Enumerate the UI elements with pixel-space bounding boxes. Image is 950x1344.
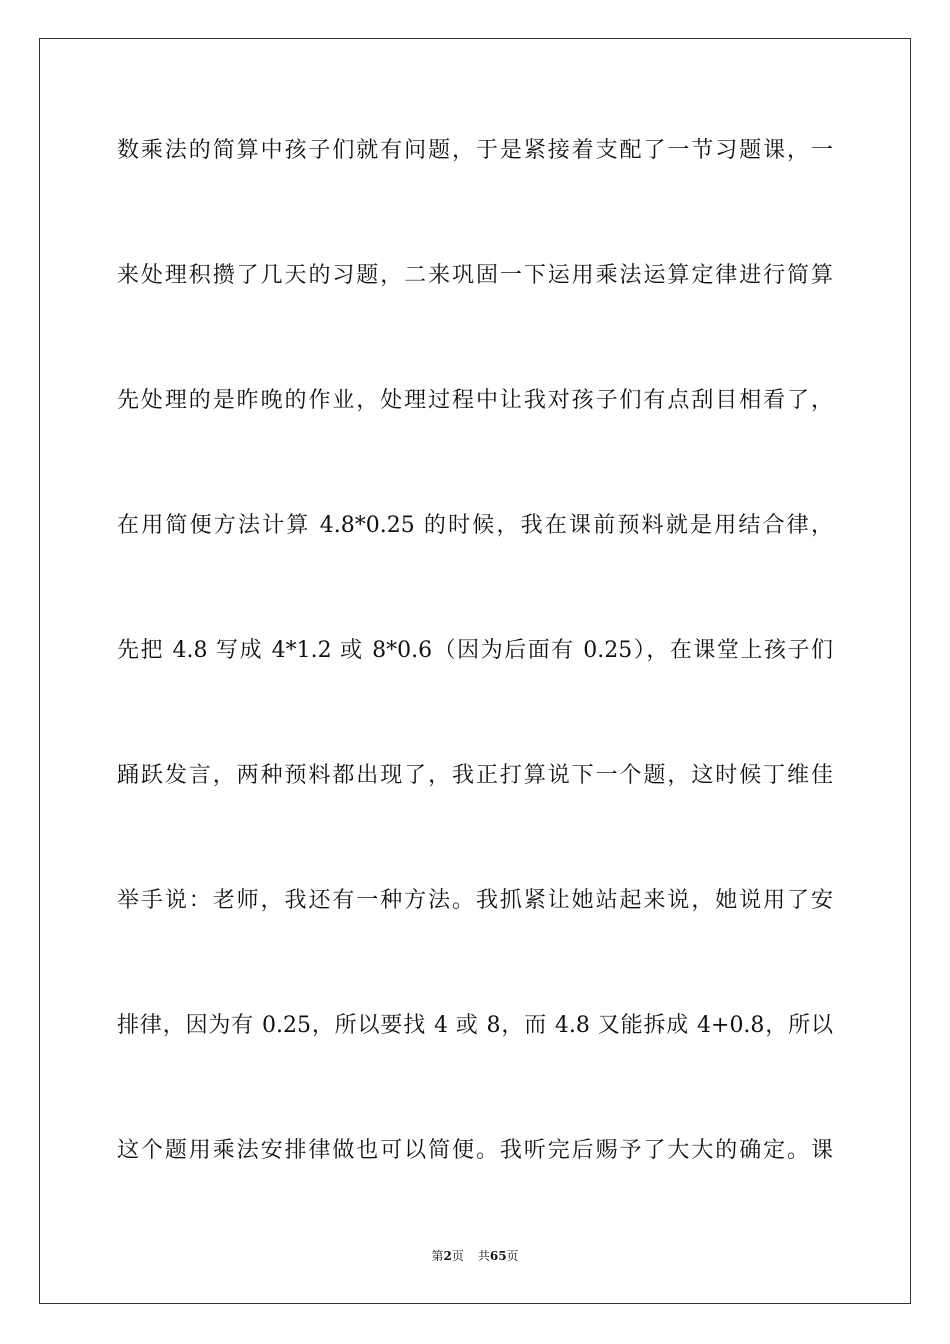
body-text-line: 数乘法的简算中孩子们就有问题，于是紧接着支配了一节习题课，一	[117, 138, 833, 163]
page-number: 2	[443, 1249, 452, 1263]
body-text-line: 踊跃发言，两种预料都出现了，我正打算说下一个题，这时候丁维佳	[117, 763, 833, 788]
total-suffix: 页	[506, 1249, 519, 1263]
total-pages: 65	[489, 1249, 507, 1263]
page-footer	[0, 1246, 950, 1266]
body-text-line: 在用简便方法计算 4.8*0.25 的时候，我在课前预料就是用结合律，	[117, 513, 833, 538]
body-text-line: 这个题用乘法安排律做也可以简便。我听完后赐予了大大的确定。课	[117, 1138, 833, 1163]
body-text-line: 先处理的是昨晚的作业，处理过程中让我对孩子们有点刮目相看了，	[117, 388, 833, 413]
page-prefix: 第	[431, 1249, 444, 1263]
page-frame	[39, 38, 911, 1304]
page-suffix: 页	[451, 1249, 464, 1263]
body-text-line: 举手说：老师，我还有一种方法。我抓紧让她站起来说，她说用了安	[117, 888, 833, 913]
body-text-line: 先把 4.8 写成 4*1.2 或 8*0.6（因为后面有 0.25），在课堂上孩子们	[117, 638, 833, 663]
body-text-line: 排律，因为有 0.25，所以要找 4 或 8，而 4.8 又能拆成 4+0.8，所以	[117, 1013, 833, 1038]
body-text-line: 来处理积攒了几天的习题，二来巩固一下运用乘法运算定律进行简算	[117, 263, 833, 288]
total-prefix: 共	[477, 1249, 490, 1263]
